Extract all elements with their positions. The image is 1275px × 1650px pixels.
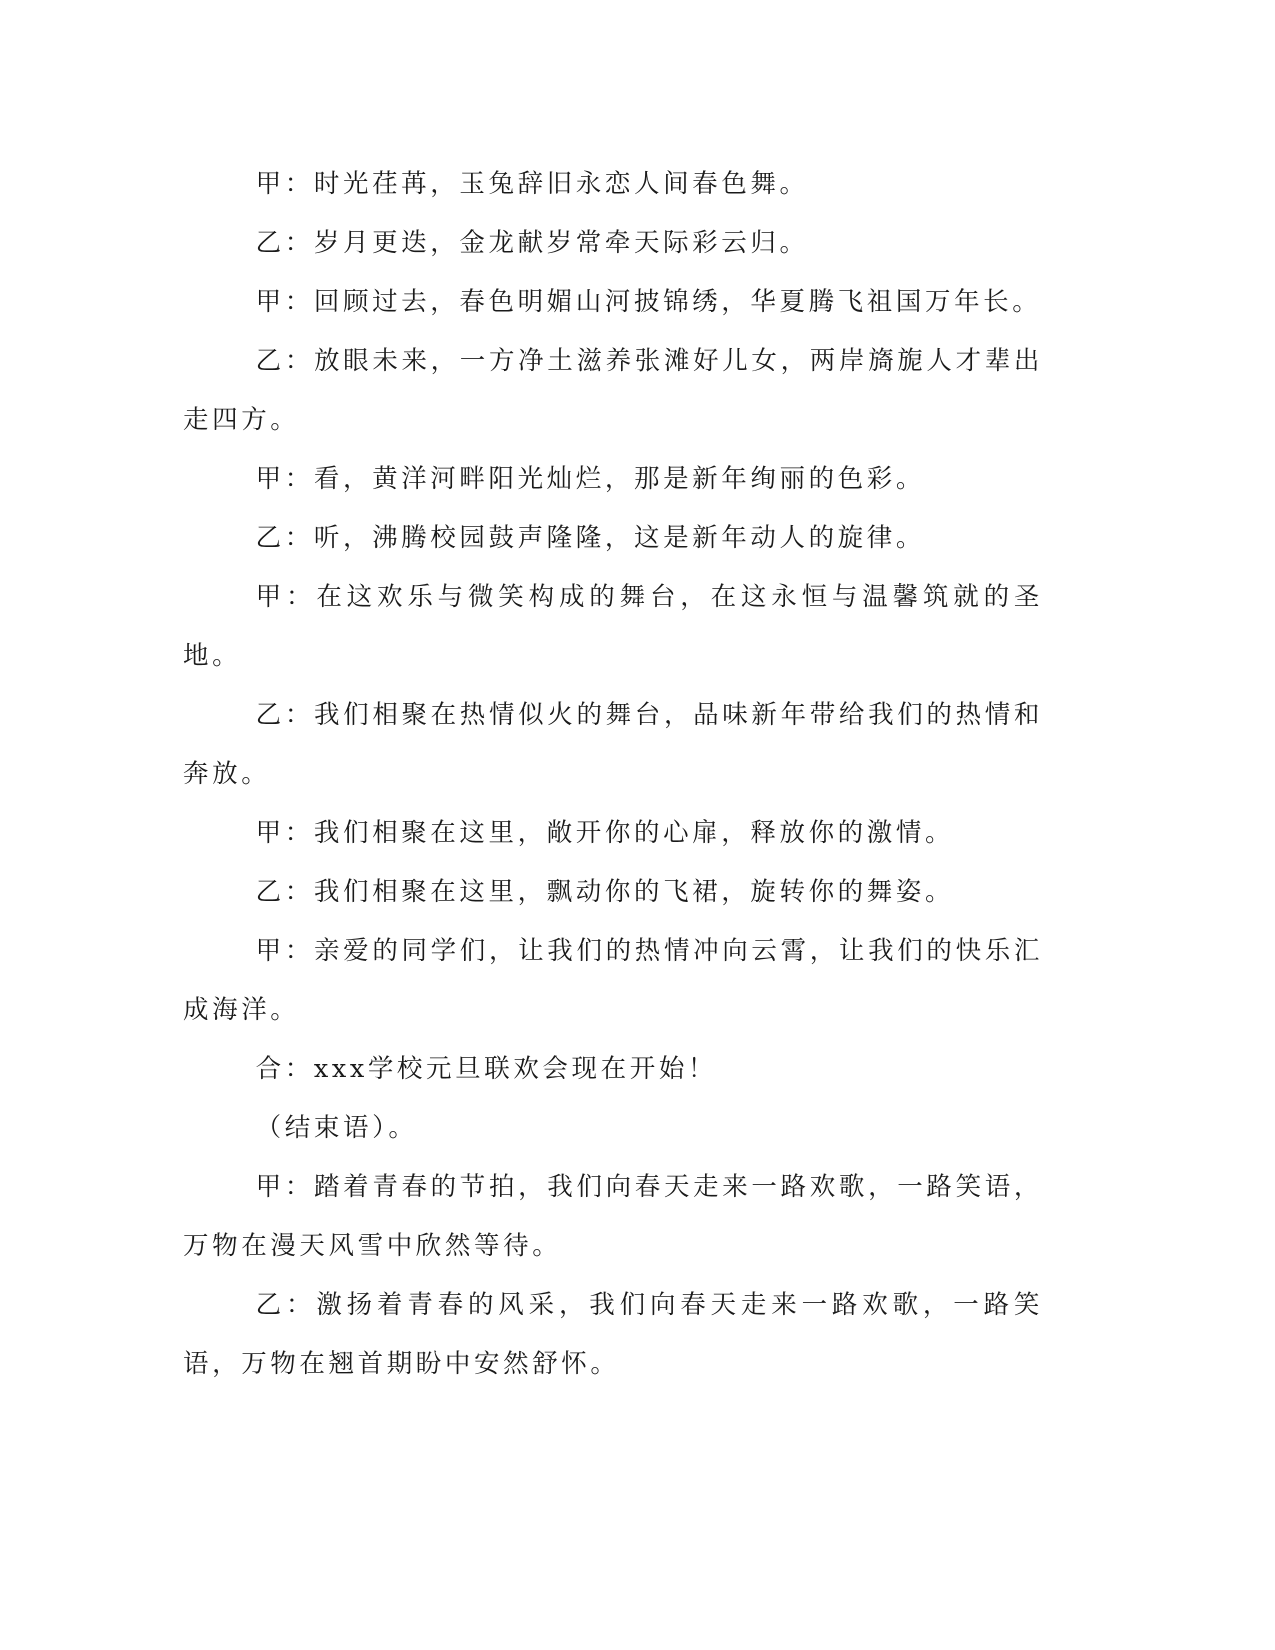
paragraph: 甲：亲爱的同学们，让我们的热情冲向云霄，让我们的快乐汇成海洋。 [183, 936, 1043, 1025]
paragraph: 甲：看，黄洋河畔阳光灿烂，那是新年绚丽的色彩。 [255, 464, 925, 494]
paragraph: 甲：回顾过去，春色明媚山河披锦绣，华夏腾飞祖国万年长。 [255, 287, 1042, 317]
paragraph: 乙：我们相聚在这里，飘动你的飞裙，旋转你的舞姿。 [255, 877, 955, 907]
paragraph: 合：xxx学校元旦联欢会现在开始！ [255, 1054, 718, 1084]
paragraph: 乙：听，沸腾校园鼓声隆隆，这是新年动人的旋律。 [255, 523, 925, 553]
paragraph: 乙：激扬着青春的风采，我们向春天走来一路欢歌，一路笑语，万物在翘首期盼中安然舒怀。 [183, 1290, 1043, 1379]
document-body [183, 155, 1043, 1394]
paragraph: 乙：岁月更迭，金龙献岁常牵天际彩云归。 [255, 228, 809, 258]
paragraph: 乙：放眼未来，一方净土滋养张滩好儿女，两岸旖旎人才辈出走四方。 [183, 346, 1043, 435]
paragraph: 甲：我们相聚在这里，敞开你的心扉，释放你的激情。 [255, 818, 955, 848]
paragraph: （结束语）。 [255, 1113, 418, 1143]
paragraph: 甲：踏着青春的节拍，我们向春天走来一路欢歌，一路笑语，万物在漫天风雪中欣然等待。 [183, 1172, 1043, 1261]
paragraph: 甲：在这欢乐与微笑构成的舞台，在这永恒与温馨筑就的圣地。 [183, 582, 1043, 671]
paragraph: 乙：我们相聚在热情似火的舞台，品味新年带给我们的热情和奔放。 [183, 700, 1043, 789]
paragraph: 甲：时光荏苒，玉兔辞旧永恋人间春色舞。 [255, 169, 809, 199]
